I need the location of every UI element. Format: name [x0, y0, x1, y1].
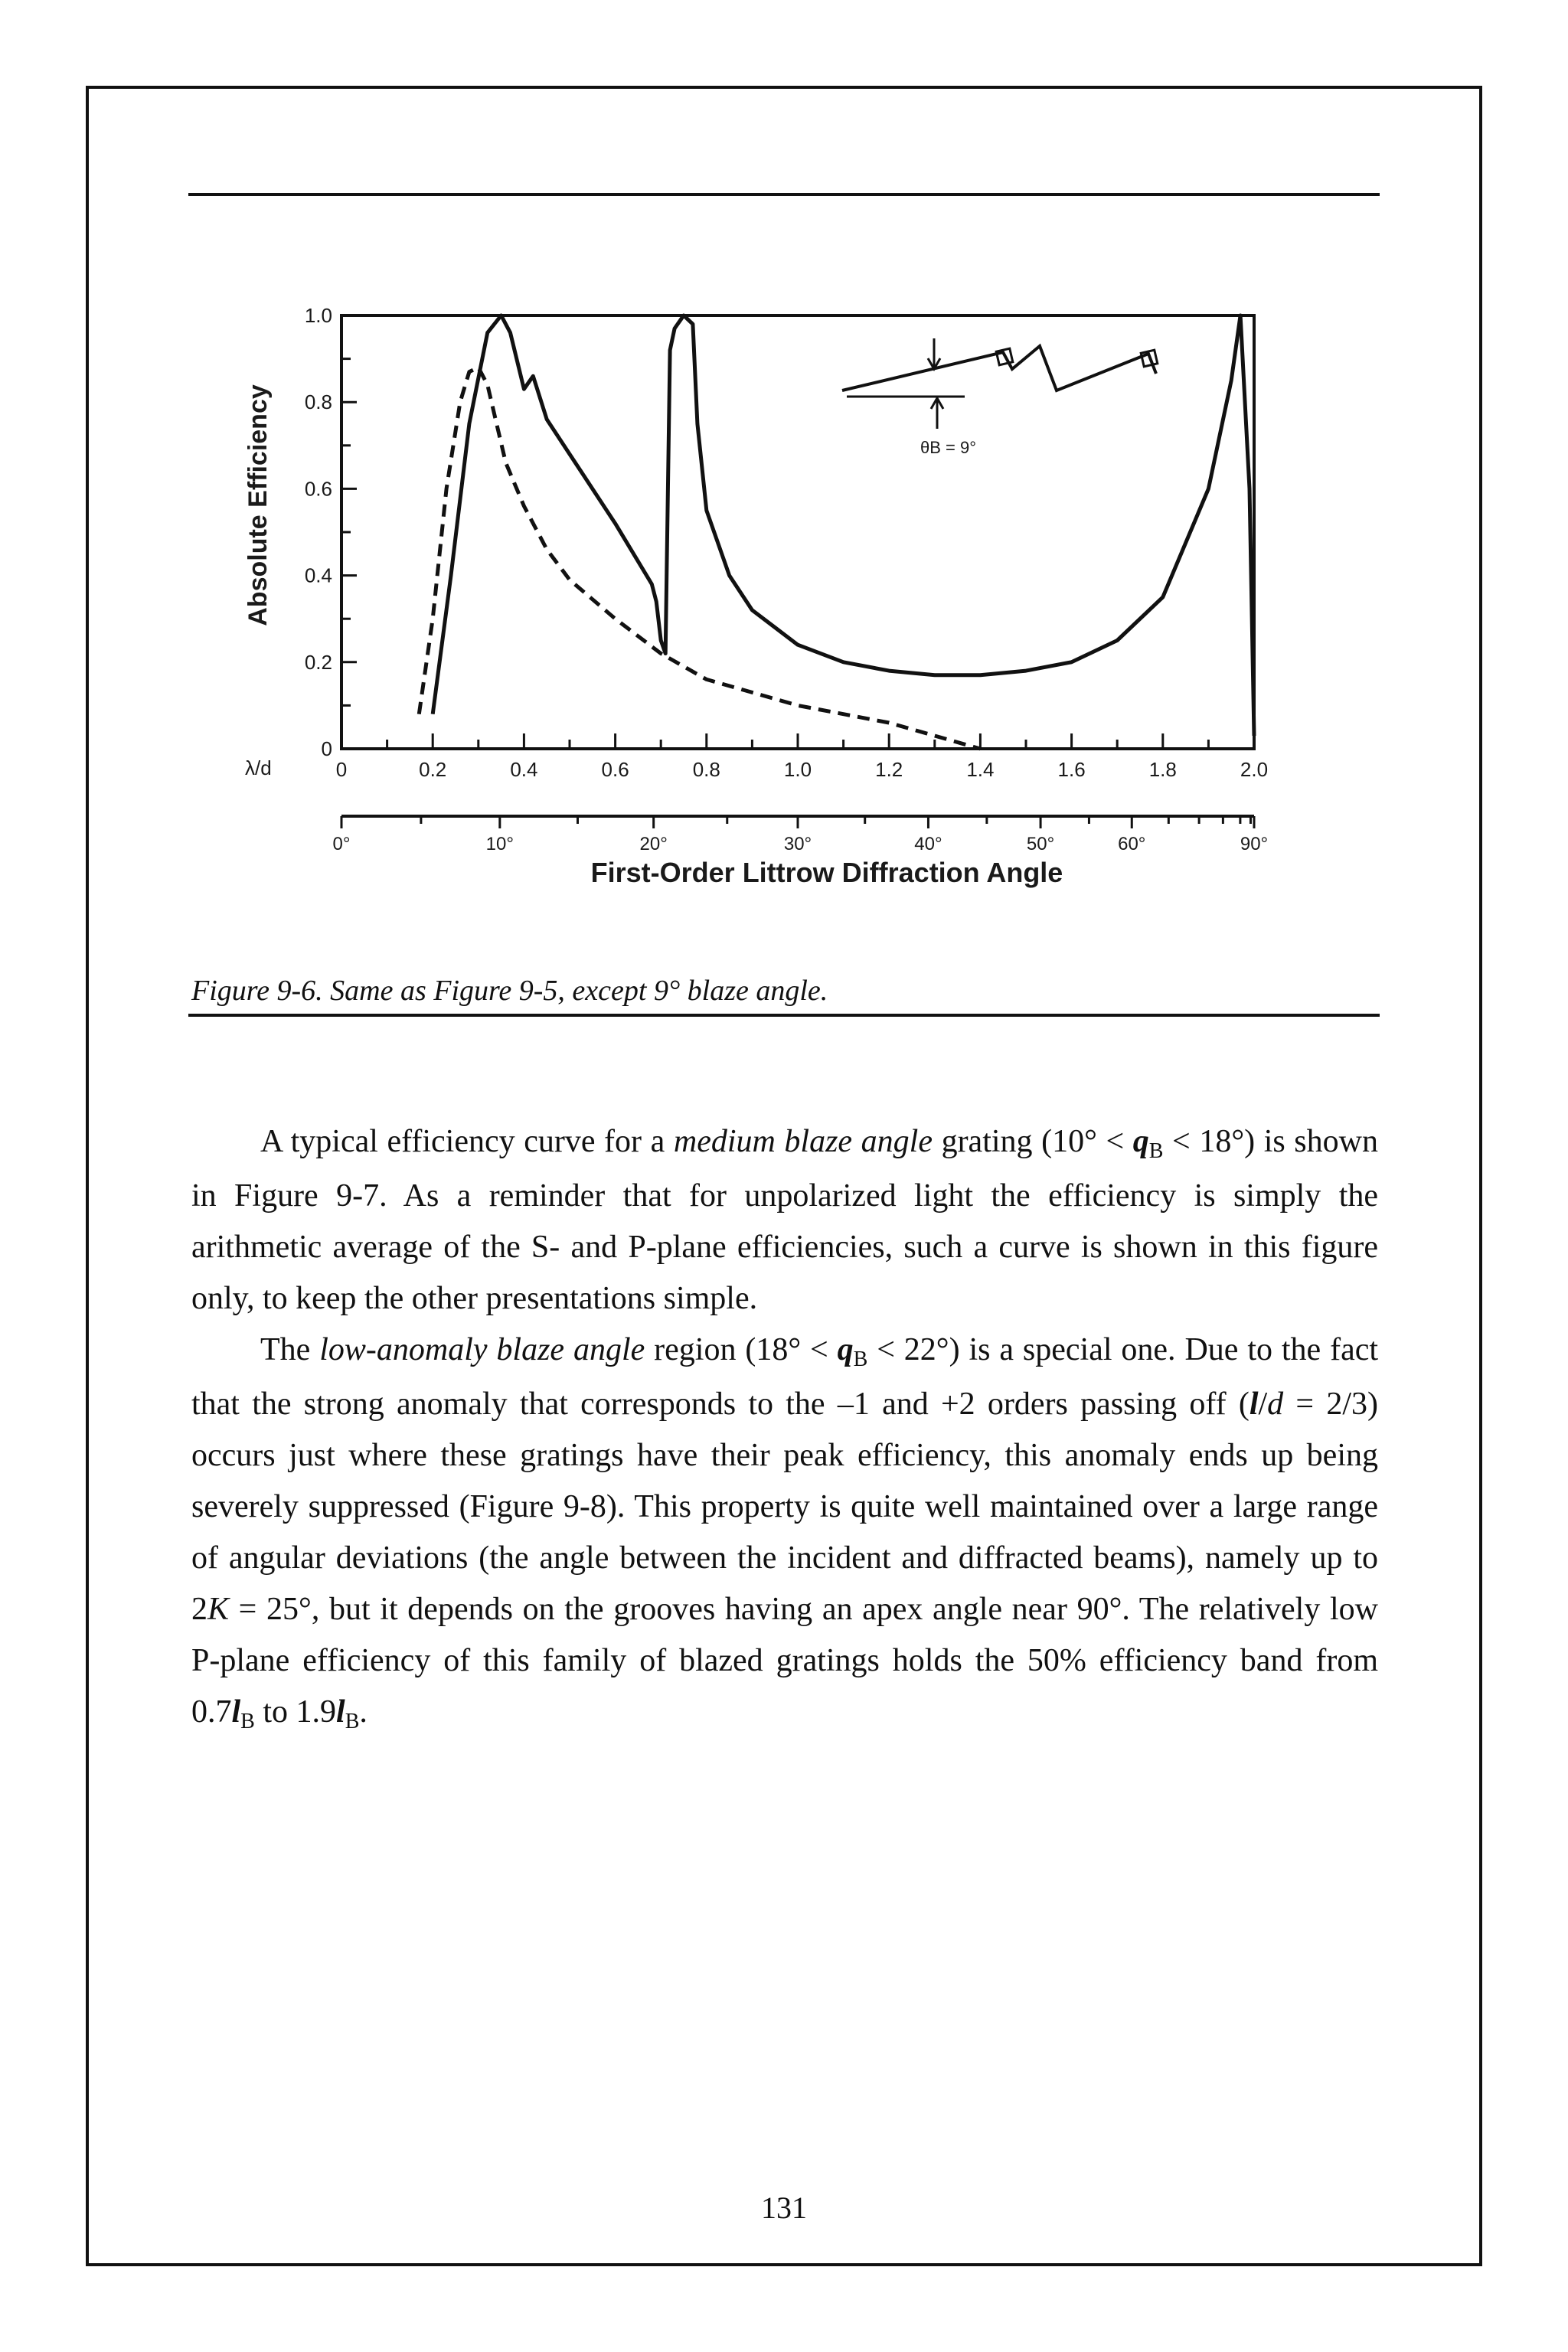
text-run: < 18°) is shown in Figure 9-7. As a reminder that for unpolarized light the efficiency is simply the arithmetic average of the S- and P-plane efficiencies, such a curve is shown in this figure only, to keep the other presentations simple. — [191, 1124, 1378, 1316]
body-paragraph-2 — [191, 1325, 1378, 1741]
series-layer — [419, 315, 1254, 749]
x-tick-label: 0 — [335, 758, 348, 781]
x-axis-label: First-Order Littrow Diffraction Angle — [590, 857, 1063, 888]
x-tick-label: 1.0 — [783, 758, 812, 781]
y-axis — [305, 304, 357, 760]
series-line-solid — [433, 315, 1254, 736]
text-run: K — [207, 1592, 230, 1627]
page-number: 131 — [761, 2190, 807, 2225]
subscript: B — [853, 1348, 868, 1371]
text-run: A typical efficiency curve for a — [260, 1124, 674, 1159]
text-run: = 2/3) occurs just where these gratings have their peak efficiency, this anomaly ends up being severely suppressed (Figure 9-8). This property is quite well maintained over a large range of angular deviations (the angle between the incident and diffracted beams), namely up to 2 — [191, 1387, 1378, 1627]
lambda-symbol: l — [231, 1694, 241, 1730]
efficiency-chart — [230, 276, 1317, 903]
angle-tick-label: 50° — [1026, 834, 1055, 854]
y-axis-label: Absolute Efficiency — [243, 384, 273, 626]
y-tick-label: 0.2 — [304, 650, 332, 674]
groove-profile-icon — [842, 346, 1156, 390]
angle-tick-label: 0° — [332, 834, 351, 854]
angle-axis — [333, 816, 1269, 854]
figure-caption: Figure 9-6. Same as Figure 9-5, except 9° blaze angle. — [191, 975, 828, 1007]
theta-symbol: q — [1132, 1124, 1149, 1159]
text-run: / — [1258, 1387, 1268, 1422]
x-axis — [336, 733, 1268, 781]
x-tick-label: 2.0 — [1240, 758, 1269, 781]
y-tick-label: 0 — [321, 737, 332, 760]
y-tick-label: 0.6 — [304, 477, 332, 501]
y-tick-label: 0.4 — [304, 564, 332, 587]
text-run: The — [260, 1332, 320, 1367]
x-tick-label: 0.4 — [510, 758, 538, 781]
caption-rule — [188, 1014, 1380, 1017]
subscript: B — [345, 1710, 360, 1733]
arrow-down-icon — [928, 338, 940, 369]
header-rule — [188, 193, 1380, 196]
x-tick-label: 0.2 — [419, 758, 447, 781]
angle-tick-label: 40° — [914, 834, 942, 854]
x-tick-label: 1.4 — [966, 758, 995, 781]
y-tick-label: 0.8 — [304, 390, 332, 414]
subscript: B — [1148, 1139, 1164, 1163]
term-medium-blaze-angle: medium blaze angle — [673, 1124, 933, 1159]
y-tick-label: 1.0 — [304, 304, 332, 327]
text-run: region (18° < — [645, 1332, 838, 1367]
text-run: to 1.9 — [254, 1694, 337, 1730]
angle-tick-label: 20° — [639, 834, 668, 854]
x-tick-label: 1.2 — [875, 758, 903, 781]
x-tick-label: 1.8 — [1148, 758, 1177, 781]
groove-profile-inset — [842, 338, 1158, 429]
x-axis-prefix-label: λ/d — [245, 756, 272, 779]
angle-tick-label: 90° — [1240, 834, 1269, 854]
theta-symbol: q — [837, 1332, 854, 1367]
x-tick-label: 0.8 — [692, 758, 720, 781]
text-run: grating (10° < — [932, 1124, 1133, 1159]
angle-tick-label: 10° — [485, 834, 514, 854]
x-tick-label: 0.6 — [601, 758, 629, 781]
body-paragraph-1 — [191, 1116, 1378, 1325]
angle-tick-label: 30° — [783, 834, 812, 854]
series-line-dashed — [419, 368, 980, 749]
lambda-symbol: l — [1249, 1387, 1259, 1422]
x-tick-label: 1.6 — [1057, 758, 1086, 781]
text-run: d — [1267, 1387, 1284, 1422]
text-run: = 25°, but it depends on the grooves having an apex angle near 90°. The relatively low P-plane efficiency of this family of blazed gratings holds the 50% efficiency band from 0.7 — [191, 1592, 1378, 1730]
angle-tick-label: 60° — [1118, 834, 1146, 854]
blaze-angle-label: θB = 9° — [920, 438, 977, 457]
arrow-up-icon — [931, 398, 943, 429]
subscript: B — [240, 1710, 255, 1733]
text-run: < 22°) is a special one. Due to the fact that the strong anomaly that corresponds to the –1 and +2 orders passing off ( — [191, 1332, 1379, 1422]
text-run: . — [359, 1694, 368, 1730]
term-low-anomaly-blaze-angle: low-anomaly blaze angle — [319, 1332, 645, 1367]
lambda-symbol: l — [336, 1694, 345, 1730]
